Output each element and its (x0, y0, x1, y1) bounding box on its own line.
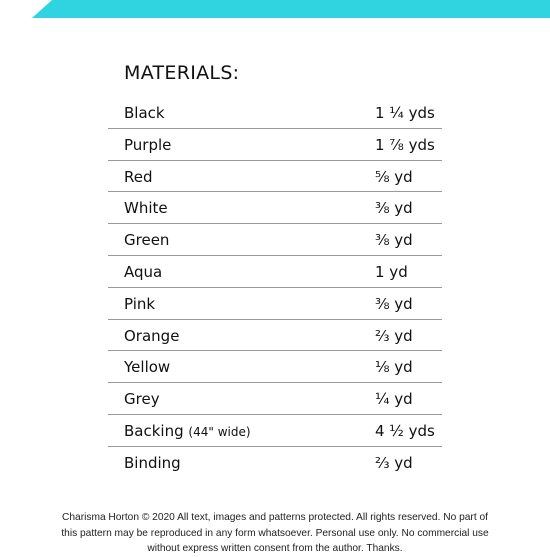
material-row (108, 97, 442, 129)
material-label: Backing (124, 421, 184, 440)
material-quantity: ⅜ yd (375, 231, 413, 250)
material-name (124, 295, 155, 313)
material-row (108, 415, 442, 447)
material-label: Binding (124, 453, 181, 472)
material-quantity: 1 ¼ yds (375, 104, 435, 122)
materials-table (108, 97, 442, 479)
material-name (124, 358, 170, 376)
material-row (108, 161, 442, 193)
material-row (108, 256, 442, 288)
material-name (124, 136, 171, 154)
material-quantity: ⅜ yd (375, 294, 413, 313)
footer-line: Charisma Horton © 2020 All text, images and patterns protected. All rights reserved. No part of (62, 512, 488, 523)
material-name (124, 390, 160, 408)
material-name (124, 199, 168, 217)
footer-line: without express written consent from the author. Thanks. (147, 543, 403, 554)
material-label: Grey (124, 390, 160, 409)
material-name (124, 327, 179, 345)
material-quantity: ⅜ yd (375, 199, 413, 218)
footer-line: this pattern may be reproduced in any form whatsoever. Personal use only. No commercial use (61, 527, 489, 539)
material-quantity: ⅝ yd (375, 167, 413, 186)
material-name (124, 263, 162, 281)
material-quantity: ⅔ yd (375, 453, 413, 472)
material-quantity: 1 yd (375, 262, 408, 281)
material-row (108, 383, 442, 415)
material-label: White (124, 199, 168, 218)
material-name (124, 454, 181, 472)
material-name (124, 231, 169, 249)
header-banner (0, 0, 550, 18)
material-label: Aqua (124, 262, 163, 281)
material-label: Orange (124, 326, 180, 345)
material-name (124, 104, 165, 122)
material-quantity: ¼ yd (375, 390, 413, 409)
material-quantity: ⅛ yd (375, 358, 413, 377)
material-quantity: 4 ½ yds (375, 421, 435, 440)
material-note: (44" wide) (188, 424, 251, 439)
banner-shape (0, 0, 550, 18)
material-label: Yellow (124, 358, 171, 377)
material-label: Pink (124, 294, 156, 313)
material-row (108, 288, 442, 320)
material-row (108, 320, 442, 352)
material-name (124, 168, 153, 186)
material-quantity: ⅔ yd (375, 326, 413, 345)
material-row (108, 447, 442, 479)
material-row (108, 192, 442, 224)
material-label: Green (124, 231, 170, 250)
materials-heading: MATERIALS: (124, 62, 240, 84)
material-name (124, 422, 251, 440)
material-row (108, 224, 442, 256)
material-label: Purple (124, 135, 172, 154)
material-label: Red (124, 167, 153, 186)
material-row (108, 351, 442, 383)
material-quantity: 1 ⅞ yds (375, 135, 435, 154)
material-row (108, 129, 442, 161)
material-label: Black (124, 104, 165, 122)
